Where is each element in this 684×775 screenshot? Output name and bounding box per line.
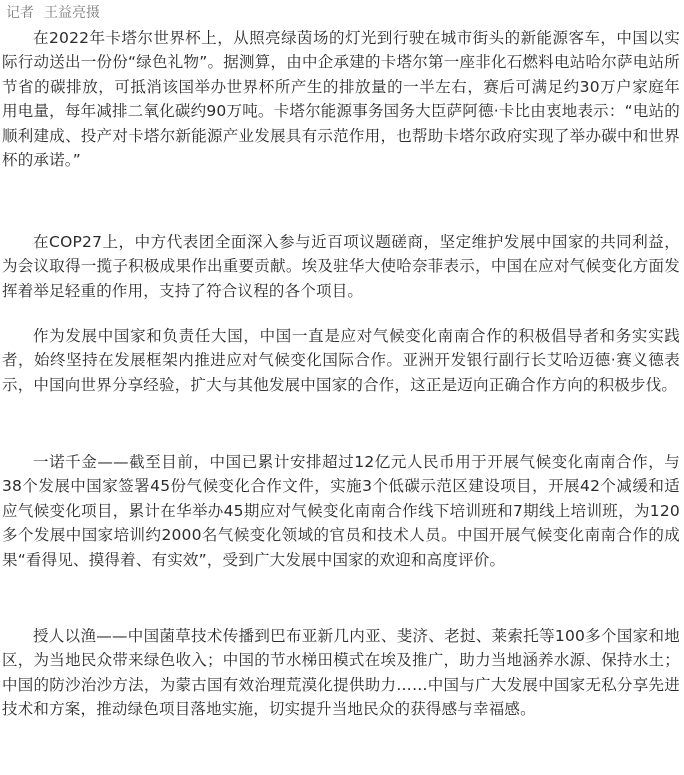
byline-label: 记者: [6, 5, 34, 21]
article-paragraph: 授人以渔——中国菌草技术传播到巴布亚新几内亚、斐济、老挝、莱索托等100多个国家和地区，为当地民众带来绿色收入；中国的节水梯田模式在埃及推广，助力当地涵养水源、保持水土；中国的防沙治沙方法，为蒙古国有效治理荒漠化提供助力……中国与广大发展中国家无私分享先进技术和方案，推动绿色项目落地实施，切实提升当地民众的获得感与幸福感。: [2, 627, 680, 719]
byline: [6, 4, 100, 22]
byline-name: 王益亮摄: [44, 5, 100, 21]
article-paragraph: 在2022年卡塔尔世界杯上，从照亮绿茵场的灯光到行驶在城市街头的新能源客车，中国以实际行动送出一份份“绿色礼物”。据测算，由中企承建的卡塔尔第一座非化石燃料电站哈尔萨电站所节省的碳排放，可抵消该国举办世界杯所产生的排放量的一半左右，赛后可满足约30万户家庭年用电量，每年减排二氧化碳约90万吨。卡塔尔能源事务国务大臣萨阿德·卡比由衷地表示：“电站的顺利建成、投产对卡塔尔新能源产业发展具有示范作用，也帮助卡塔尔政府实现了举办碳中和世界杯的承诺。”: [2, 29, 680, 170]
article-paragraph: 在COP27上，中方代表团全面深入参与近百项议题磋商，坚定维护发展中国家的共同利益，为会议取得一揽子积极成果作出重要贡献。埃及驻华大使哈奈菲表示，中国在应对气候变化方面发挥着举足轻重的作用，支持了符合议程的各个项目。: [2, 233, 680, 300]
article-paragraph: 作为发展中国家和负责任大国，中国一直是应对气候变化南南合作的积极倡导者和务实实践者，始终坚持在发展框架内推进应对气候变化国际合作。亚洲开发银行副行长艾哈迈德·赛义德表示，中国向世界分享经验，扩大与其他发展中国家的合作，这正是迈向正确合作方向的积极步伐。: [2, 327, 680, 394]
article-paragraph: 一诺千金——截至目前，中国已累计安排超过12亿元人民币用于开展气候变化南南合作，与38个发展中国家签署45份气候变化合作文件，实施3个低碳示范区建设项目，开展42个减缓和适应气候变化项目，累计在华举办45期应对气候变化南南合作线下培训班和7期线上培训班，为120多个发展中国家培训约2000名气候变化领域的官员和技术人员。中国开展气候变化南南合作的成果“看得见、摸得着、有实效”，受到广大发展中国家的欢迎和高度评价。: [2, 453, 680, 569]
